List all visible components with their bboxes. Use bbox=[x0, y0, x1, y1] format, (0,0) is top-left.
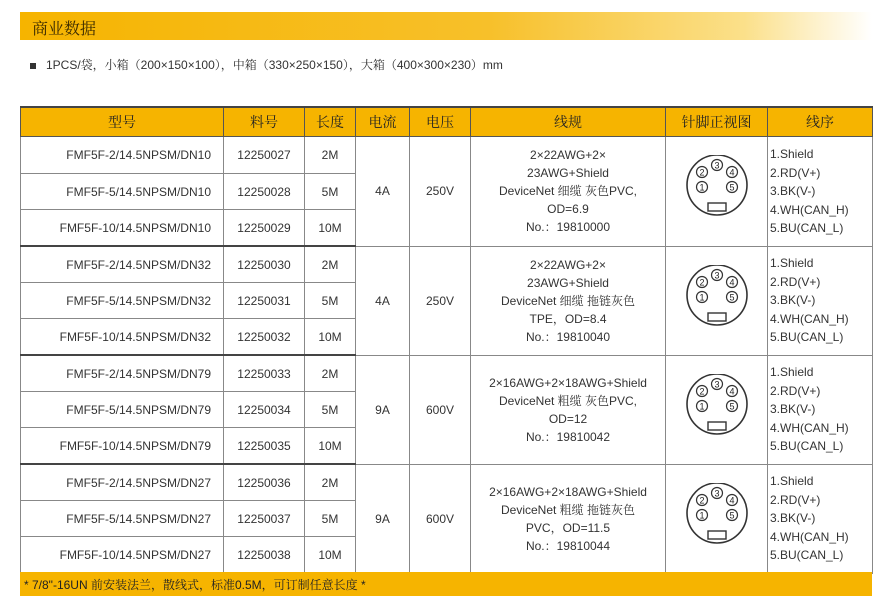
wiring-line: 2.RD(V+) bbox=[770, 492, 821, 507]
cable-spec-line: No.：19810044 bbox=[525, 538, 611, 553]
pin-label: 5 bbox=[728, 510, 735, 520]
cable-spec-line: DeviceNet 粗缆 灰色PVC, bbox=[498, 393, 638, 408]
length-cell: 5M bbox=[305, 283, 356, 319]
part-no-cell: 12250038 bbox=[224, 537, 305, 574]
length-cell: 5M bbox=[305, 392, 356, 428]
cable-spec-line: 2×16AWG+2×18AWG+Shield bbox=[489, 484, 647, 499]
current-cell: 9A bbox=[356, 355, 410, 464]
wiring-cell bbox=[768, 137, 873, 247]
current-cell: 4A bbox=[356, 246, 410, 355]
model-cell: FMF5F-2/14.5NPSM/DN27 bbox=[21, 464, 224, 501]
wiring-line: 3.BK(V-) bbox=[770, 293, 816, 308]
wiring-cell bbox=[768, 246, 873, 355]
pin-label: 2 bbox=[698, 167, 705, 178]
cable-spec-line: No.：19810000 bbox=[525, 220, 611, 235]
pin-view-cell bbox=[666, 464, 768, 573]
table-row bbox=[21, 355, 873, 392]
header-cable: 线规 bbox=[471, 107, 666, 137]
cable-spec-line: 23AWG+Shield bbox=[527, 166, 609, 181]
wiring-line: 5.BU(CAN_L) bbox=[770, 221, 844, 235]
length-cell: 2M bbox=[305, 464, 356, 501]
pin-view-cell bbox=[666, 355, 768, 464]
header-voltage: 电压 bbox=[410, 107, 471, 137]
wiring-line: 3.BK(V-) bbox=[770, 402, 816, 417]
wiring-line: 5.BU(CAN_L) bbox=[770, 548, 844, 563]
part-no-cell: 12250034 bbox=[224, 392, 305, 428]
wiring-line: 3.BK(V-) bbox=[770, 511, 816, 526]
part-no-cell: 12250032 bbox=[224, 319, 305, 356]
model-cell: FMF5F-2/14.5NPSM/DN10 bbox=[21, 137, 224, 174]
footer-note-bar bbox=[20, 572, 872, 596]
part-no-cell: 12250037 bbox=[224, 501, 305, 537]
part-no-cell: 12250028 bbox=[224, 174, 305, 210]
part-no-cell: 12250027 bbox=[224, 137, 305, 174]
cable-spec-line: DeviceNet 细缆 拖链灰色 bbox=[500, 293, 636, 308]
length-cell: 2M bbox=[305, 355, 356, 392]
table-row bbox=[21, 464, 873, 501]
wiring-line: 1.Shield bbox=[770, 147, 814, 161]
packaging-note bbox=[30, 56, 503, 73]
pin-label: 4 bbox=[728, 386, 735, 396]
length-cell: 2M bbox=[305, 137, 356, 174]
pin-label: 5 bbox=[728, 401, 735, 411]
voltage-cell: 250V bbox=[410, 137, 471, 247]
wiring-line: 2.RD(V+) bbox=[770, 274, 821, 289]
header-model: 型号 bbox=[21, 107, 224, 137]
wiring-line: 1.Shield bbox=[770, 365, 814, 380]
wiring-line: 2.RD(V+) bbox=[770, 383, 821, 398]
pin-label: 4 bbox=[728, 277, 735, 287]
pin-label: 3 bbox=[713, 488, 720, 498]
packaging-note-text: 1PCS/袋，小箱（200×150×100），中箱（330×250×150），大箱（400×300×230）mm bbox=[46, 58, 503, 72]
bullet-square-icon bbox=[30, 63, 36, 69]
pin-view-cell bbox=[666, 137, 768, 247]
length-cell: 10M bbox=[305, 537, 356, 574]
cable-spec-line: 2×16AWG+2×18AWG+Shield bbox=[489, 375, 647, 390]
length-cell: 10M bbox=[305, 210, 356, 247]
cable-spec-line: No.：19810040 bbox=[525, 329, 611, 344]
model-cell: FMF5F-5/14.5NPSM/DN10 bbox=[21, 174, 224, 210]
wiring-line: 4.WH(CAN_H) bbox=[770, 311, 849, 326]
part-no-cell: 12250035 bbox=[224, 428, 305, 465]
pin-label: 4 bbox=[728, 495, 735, 505]
part-no-cell: 12250036 bbox=[224, 464, 305, 501]
section-title: 商业数据 bbox=[32, 21, 97, 38]
length-cell: 2M bbox=[305, 246, 356, 283]
cable-spec-line: DeviceNet 粗缆 拖链灰色 bbox=[500, 502, 636, 517]
cable-spec-cell bbox=[471, 464, 666, 573]
connector-pin-diagram-icon bbox=[680, 265, 754, 337]
pin-label: 2 bbox=[698, 495, 705, 505]
spec-table bbox=[20, 106, 873, 574]
wiring-line: 1.Shield bbox=[770, 256, 814, 271]
current-cell: 9A bbox=[356, 464, 410, 573]
section-header bbox=[20, 12, 872, 40]
model-cell: FMF5F-10/14.5NPSM/DN32 bbox=[21, 319, 224, 356]
voltage-cell: 600V bbox=[410, 355, 471, 464]
pin-label: 1 bbox=[698, 292, 705, 302]
current-cell: 4A bbox=[356, 137, 410, 247]
part-no-cell: 12250033 bbox=[224, 355, 305, 392]
header-length: 长度 bbox=[305, 107, 356, 137]
pin-label: 5 bbox=[728, 182, 735, 193]
length-cell: 10M bbox=[305, 428, 356, 465]
pin-label: 3 bbox=[713, 160, 720, 171]
voltage-cell: 600V bbox=[410, 464, 471, 573]
part-no-cell: 12250029 bbox=[224, 210, 305, 247]
wiring-line: 3.BK(V-) bbox=[770, 184, 816, 198]
cable-spec-cell bbox=[471, 246, 666, 355]
pin-label: 5 bbox=[728, 292, 735, 302]
wiring-line: 4.WH(CAN_H) bbox=[770, 529, 849, 544]
wiring-line: 5.BU(CAN_L) bbox=[770, 439, 844, 454]
length-cell: 5M bbox=[305, 174, 356, 210]
cable-spec-line: OD=12 bbox=[548, 411, 588, 426]
connector-pin-diagram-icon bbox=[680, 155, 754, 227]
cable-spec-cell bbox=[471, 137, 666, 247]
model-cell: FMF5F-2/14.5NPSM/DN32 bbox=[21, 246, 224, 283]
wiring-line: 2.RD(V+) bbox=[770, 165, 821, 180]
model-cell: FMF5F-10/14.5NPSM/DN79 bbox=[21, 428, 224, 465]
connector-pin-diagram-icon bbox=[680, 374, 754, 446]
model-cell: FMF5F-5/14.5NPSM/DN79 bbox=[21, 392, 224, 428]
wiring-cell bbox=[768, 464, 873, 573]
footer-note: * 7/8"-16UN 前安装法兰，散线式，标准0.5M，可订制任意长度 * bbox=[24, 578, 366, 592]
pin-label: 1 bbox=[698, 510, 705, 520]
cable-spec-cell bbox=[471, 355, 666, 464]
cable-spec-line: TPE，OD=8.4 bbox=[529, 311, 607, 326]
cable-spec-line: OD=6.9 bbox=[547, 202, 589, 217]
pin-label: 1 bbox=[698, 401, 705, 411]
pin-label: 2 bbox=[698, 277, 705, 287]
part-no-cell: 12250030 bbox=[224, 246, 305, 283]
cable-spec-line: PVC，OD=11.5 bbox=[525, 520, 611, 535]
header-pin-view: 针脚正视图 bbox=[666, 107, 768, 137]
length-cell: 10M bbox=[305, 319, 356, 356]
cable-spec-line: 2×22AWG+2× bbox=[530, 257, 606, 272]
pin-view-cell bbox=[666, 246, 768, 355]
wiring-line: 5.BU(CAN_L) bbox=[770, 330, 844, 345]
cable-spec-line: No.：19810042 bbox=[525, 429, 611, 444]
voltage-cell: 250V bbox=[410, 246, 471, 355]
pin-label: 2 bbox=[698, 386, 705, 396]
model-cell: FMF5F-5/14.5NPSM/DN32 bbox=[21, 283, 224, 319]
table-row bbox=[21, 246, 873, 283]
model-cell: FMF5F-2/14.5NPSM/DN79 bbox=[21, 355, 224, 392]
wiring-line: 1.Shield bbox=[770, 474, 814, 489]
length-cell: 5M bbox=[305, 501, 356, 537]
wiring-cell bbox=[768, 355, 873, 464]
model-cell: FMF5F-10/14.5NPSM/DN27 bbox=[21, 537, 224, 574]
table-header-row bbox=[21, 107, 873, 137]
wiring-line: 4.WH(CAN_H) bbox=[770, 202, 849, 217]
model-cell: FMF5F-10/14.5NPSM/DN10 bbox=[21, 210, 224, 247]
header-wiring: 线序 bbox=[768, 107, 873, 137]
cable-spec-line: 2×22AWG+2× bbox=[530, 148, 606, 163]
pin-label: 3 bbox=[713, 379, 720, 389]
table-row bbox=[21, 137, 873, 174]
pin-label: 4 bbox=[728, 167, 735, 178]
cable-spec-line: DeviceNet 细缆 灰色PVC, bbox=[498, 184, 638, 199]
part-no-cell: 12250031 bbox=[224, 283, 305, 319]
pin-label: 1 bbox=[698, 182, 705, 193]
header-current: 电流 bbox=[356, 107, 410, 137]
pin-label: 3 bbox=[713, 270, 720, 280]
header-part-no: 料号 bbox=[224, 107, 305, 137]
model-cell: FMF5F-5/14.5NPSM/DN27 bbox=[21, 501, 224, 537]
cable-spec-line: 23AWG+Shield bbox=[527, 275, 609, 290]
connector-pin-diagram-icon bbox=[680, 483, 754, 555]
wiring-line: 4.WH(CAN_H) bbox=[770, 420, 849, 435]
